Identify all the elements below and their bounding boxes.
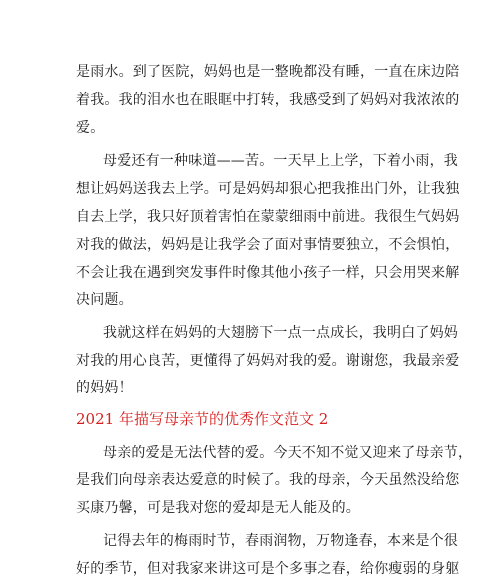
paragraph-1-line-2: 着我。我的泪水也在眼眶中打转，我感受到了妈妈对我浓浓的 [76,92,460,108]
paragraph-2-line-4: 对我的做法，妈妈是让我学会了面对事情要独立，不会惧怕， [76,237,460,253]
paragraph-4-line-1: 母亲的爱是无法代替的爱。今天不知不觉又迎来了母亲节， [103,445,473,461]
paragraph-2-line-3: 自去上学，我只好顶着害怕在蒙蒙细雨中前进。我很生气妈妈 [76,209,460,225]
paragraph-2-line-5: 不会让我在遇到突发事件时像其他小孩子一样，只会用哭来解 [76,265,460,281]
paragraph-1-line-1: 是雨水。到了医院，妈妈也是一整晚都没有睡，一直在床边陪 [76,64,460,80]
section-heading: 2021 年描写母亲节的优秀作文范文 2 [76,410,329,428]
paragraph-2-line-6: 决问题。 [76,292,133,308]
paragraph-1-line-3: 爱。 [76,120,105,136]
paragraph-3-line-1: 我就这样在妈妈的大翅膀下一点一点成长，我明白了妈妈 [103,325,458,341]
paragraph-2-line-1: 母爱还有一种味道——苦。一天早上上学，下着小雨，我 [103,153,458,169]
paragraph-3-line-2: 对我的用心良苦，更懂得了妈妈对我的爱。谢谢您，我最亲爱 [76,353,460,369]
paragraph-2-line-2: 想让妈妈送我去上学。可是妈妈却狠心把我推出门外，让我独 [76,181,460,197]
paragraph-4-line-2: 是我们向母亲表达爱意的时候了。我的母亲，今天虽然没给您 [76,472,460,488]
paragraph-5-line-2: 好的季节，但对我家来讲这可是个多事之春，给你瘦弱的身躯 [76,561,460,577]
paragraph-5-line-1: 记得去年的梅雨时节，春雨润物，万物逢春，本来是个很 [103,533,458,549]
paragraph-4-line-3: 买康乃馨，可是我对您的爱却是无人能及的。 [76,500,360,516]
paragraph-3-line-3: 的妈妈！ [76,380,133,396]
